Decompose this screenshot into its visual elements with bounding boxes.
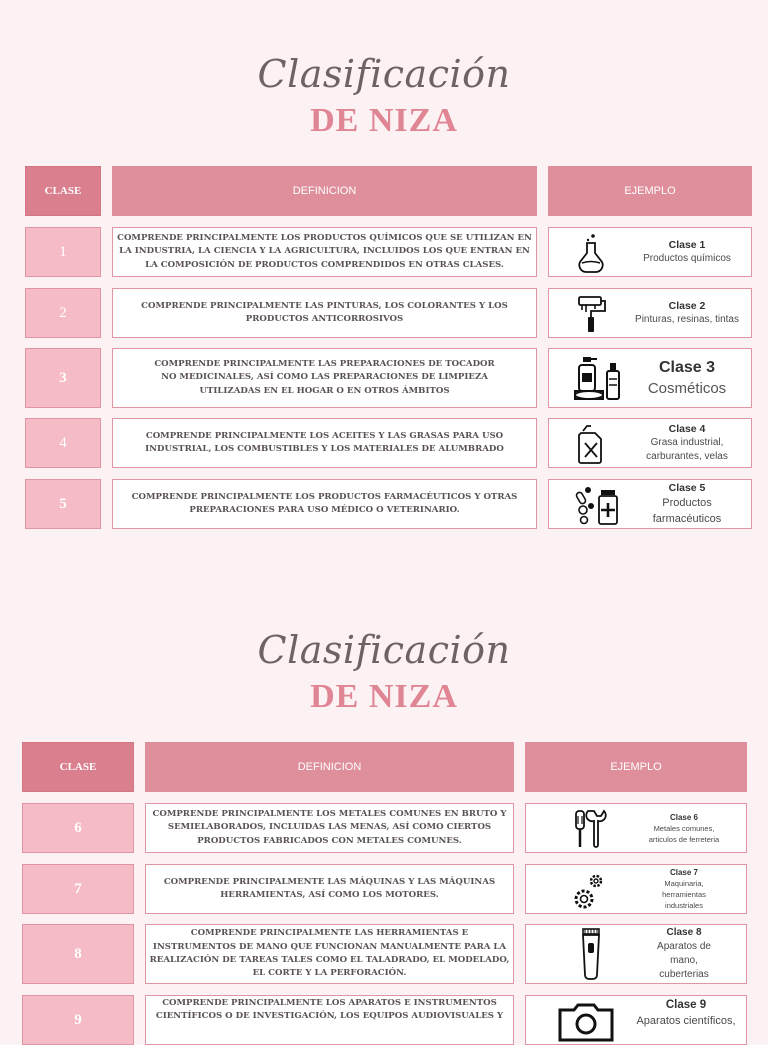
class-number: 3 — [25, 348, 101, 408]
class-number: 4 — [25, 418, 101, 468]
class-definition: COMPRENDE PRINCIPALMENTE LAS HERRAMIENTAS E INSTRUMENTOS DE MANO QUE FUNCIONAN MANUALMENTE PARA LA REALIZACIÓN DE TAREAS TALES COMO EL TALADRADO, EL MODELADO, EL CORTE Y LA PERFORACIÓN. — [145, 924, 514, 984]
section-1-script-title: Clasificación — [257, 52, 511, 96]
class-definition: COMPRENDE PRINCIPALMENTE LOS ACEITES Y LAS GRASAS PARA USO INDUSTRIAL, LOS COMBUSTIBLES Y LOS MATERIALES DE ALUMBRADO — [112, 418, 537, 468]
header-ejemplo: EJEMPLO — [525, 742, 747, 792]
header-ejemplo: EJEMPLO — [548, 166, 752, 216]
class-number: 5 — [25, 479, 101, 529]
section-2-bold-title: DE NIZA — [310, 678, 458, 715]
example-description: Aparatos científicos, — [636, 1015, 736, 1027]
example-description: Productos químicos — [643, 253, 731, 264]
example-title: Clase 8 — [666, 927, 702, 938]
cosmetics-icon — [573, 353, 625, 405]
example-title: Clase 2 — [668, 300, 706, 312]
example-description: Maquinaria, herramientas industriales — [662, 879, 706, 910]
trimmer-icon — [574, 927, 608, 983]
example-title: Clase 7 — [669, 868, 699, 877]
section-1-bold-title: DE NIZA — [310, 102, 458, 139]
class-number: 6 — [22, 803, 134, 853]
class-number: 7 — [22, 864, 134, 914]
class-number: 1 — [25, 227, 101, 277]
class-example — [525, 864, 747, 914]
pills-icon — [575, 484, 625, 526]
example-title: Clase 4 — [668, 423, 706, 435]
class-number: 8 — [22, 924, 134, 984]
class-example — [548, 479, 752, 529]
header-definicion: DEFINICION — [112, 166, 537, 216]
example-title: Clase 9 — [665, 999, 707, 1011]
class-definition: COMPRENDE PRINCIPALMENTE LAS PREPARACIONES DE TOCADOR NO MEDICINALES, ASÍ COMO LAS PREPARACIONES DE LIMPIEZA UTILIZADAS EN EL HOGAR O EN OTROS ÁMBITOS — [112, 348, 537, 408]
example-description: Metales comunes, articulos de ferreteria — [648, 823, 720, 844]
example-title: Clase 1 — [668, 239, 706, 251]
header-definicion: DEFINICION — [145, 742, 514, 792]
paint-roller-icon — [571, 293, 611, 335]
class-example — [525, 803, 747, 853]
class-example — [525, 995, 747, 1045]
flask-icon — [571, 232, 611, 274]
example-title: Clase 5 — [668, 482, 706, 494]
gears-icon — [570, 869, 610, 911]
section-2-script-title: Clasificación — [257, 628, 511, 672]
class-definition: COMPRENDE PRINCIPALMENTE LOS APARATOS E INSTRUMENTOS CIENTÍFICOS O DE INVESTIGACIÓN, LOS EQUIPOS AUDIOVISUALES Y — [145, 995, 514, 1045]
example-description: Grasa industrial, carburantes, velas — [646, 437, 728, 462]
tools-icon — [570, 808, 610, 850]
example-title: Clase 6 — [669, 812, 699, 822]
header-clase: CLASE — [25, 166, 101, 216]
example-description: Productos farmacéuticos — [652, 497, 722, 525]
example-title: Clase 3 — [658, 359, 716, 376]
class-definition: COMPRENDE PRINCIPALMENTE LAS PINTURAS, LOS COLORANTES Y LOS PRODUCTOS ANTICORROSIVOS — [112, 288, 537, 338]
camera-icon — [556, 1000, 616, 1044]
class-example — [548, 418, 752, 468]
jerrycan-icon — [571, 423, 611, 465]
example-description: Pinturas, resinas, tintas — [635, 314, 739, 325]
class-example — [548, 288, 752, 338]
class-example — [525, 924, 747, 984]
class-number: 2 — [25, 288, 101, 338]
class-definition: COMPRENDE PRINCIPALMENTE LOS PRODUCTOS FARMACÉUTICOS Y OTRAS PREPARACIONES PARA USO MÉDICO O VETERINARIO. — [112, 479, 537, 529]
class-example — [548, 227, 752, 277]
class-definition: COMPRENDE PRINCIPALMENTE LOS METALES COMUNES EN BRUTO Y SEMIELABORADOS, INCLUIDAS LAS MENAS, ASÍ COMO CIERTOS PRODUCTOS FABRICADOS CON METALES COMUNES. — [145, 803, 514, 853]
class-definition: COMPRENDE PRINCIPALMENTE LAS MÁQUINAS Y LAS MÁQUINAS HERRAMIENTAS, ASÍ COMO LOS MOTORES. — [145, 864, 514, 914]
class-definition: COMPRENDE PRINCIPALMENTE LOS PRODUCTOS QUÍMICOS QUE SE UTILIZAN EN LA INDUSTRIA, LA CIENCIA Y LA AGRICULTURA, INCLUIDOS LOS QUE ENTRAN EN LA COMPOSICIÓN DE PRODUCTOS COMPRENDIDOS EN OTRAS CLASES. — [112, 227, 537, 277]
example-description: Cosméticos — [647, 380, 727, 397]
example-description: Aparatos de mano, cuberterias — [657, 941, 711, 980]
class-number: 9 — [22, 995, 134, 1045]
class-example — [548, 348, 752, 408]
header-clase: CLASE — [22, 742, 134, 792]
